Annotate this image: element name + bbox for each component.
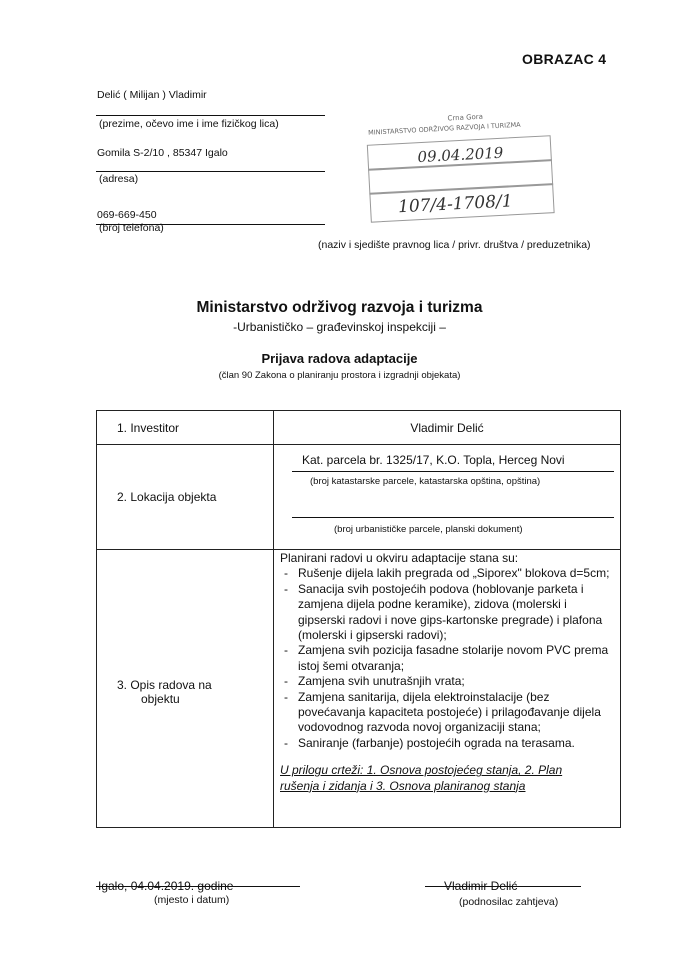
stamp-header: Crna Gora (447, 112, 484, 123)
ministry-title: Ministarstvo održivog razvoja i turizma (196, 299, 483, 316)
applicant-name: Delić ( Milijan ) Vladimir (97, 89, 207, 101)
place-date-strike (96, 886, 300, 887)
address-line (96, 171, 325, 172)
investor-value: Vladimir Delić (410, 420, 484, 435)
stamp-number: 107/4-1708/1 (397, 191, 514, 218)
legal-entity-caption: (naziv i sjedište pravnog lica / privr. društva / preduzetnika) (318, 239, 591, 251)
works-label-line1: 3. Opis radova na (117, 678, 212, 692)
table-row-location (97, 445, 621, 550)
name-caption: (prezime, očevo ime i ime fizičkog lica) (99, 118, 279, 130)
table-row-investor (97, 411, 621, 445)
list-item: - Sanacija svih postojećih podova (hoblovanje parketa i zamjena dijela podne keramike), zidova (molerski i gipserski radovi i nove gips-kartonske pregrade) i plafona (molerski i gipserski radovi); (280, 582, 614, 644)
stamp-ministry: MINISTARSTVO ODRŽIVOG RAZVOJA I TURIZMA (367, 120, 521, 137)
place-date: Igalo, 04.04.2019. godine (98, 879, 234, 893)
phone-caption: (broj telefona) (99, 222, 164, 234)
form-number: OBRAZAC 4 (522, 51, 607, 67)
parcel-line (292, 471, 614, 472)
investor-label: 1. Investitor (117, 420, 180, 435)
location-label: 2. Lokacija objekta (117, 490, 217, 504)
signature-line (425, 886, 581, 887)
works-label-line2: objektu (141, 692, 180, 706)
list-item: - Saniranje (farbanje) postojećih ograda na terasama. (280, 736, 614, 751)
table-row-works (97, 550, 621, 828)
attachments-line-1: U prilogu crteži: 1. Osnova postojećeg stanja, 2. Plan (280, 763, 563, 778)
parcel-value: Kat. parcela br. 1325/17, K.O. Topla, Herceg Novi (302, 453, 565, 467)
address-caption: (adresa) (99, 173, 139, 185)
name-line (96, 115, 325, 116)
attachments-line-2: rušenja i zidanja i 3. Osnova planiranog stanja (280, 778, 526, 793)
signer-caption: (podnosilac zahtjeva) (459, 896, 559, 908)
signer-name: Vladimir Delić (444, 879, 518, 893)
list-item: - Zamjena svih unutrašnjih vrata; (280, 674, 614, 689)
document-subtitle: (član 90 Zakona o planiranju prostora i izgradnji objekata) (218, 370, 461, 381)
attachments-note (280, 763, 614, 794)
urban-caption: (broj urbanističke parcele, planski dokument) (334, 524, 523, 535)
inspection-line: -Urbanističko – građevinskoj inspekciji – (233, 320, 446, 334)
list-item: - Zamjena sanitarija, dijela elektroinstalacije (bez povećavanja kapaciteta postojeće) i prilagođavanje dijela vodovodnog razvoda novoj organizaciji stana; (280, 690, 614, 736)
applicant-address: Gomila S-2/10 , 85347 Igalo (97, 147, 228, 159)
registry-stamp (359, 105, 559, 225)
works-intro: Planirani radovi u okviru adaptacije stana su: (280, 551, 519, 565)
urban-parcel-line (292, 517, 614, 518)
stamp-date: 09.04.2019 (417, 143, 504, 167)
application-table (96, 410, 621, 828)
parcel-caption: (broj katastarske parcele, katastarska opština, opština) (310, 476, 541, 487)
list-item: - Zamjena svih pozicija fasadne stolarije novom PVC prema istoj šemi otvaranja; (280, 643, 614, 674)
applicant-phone: 069-669-450 (97, 209, 157, 221)
document-title: Prijava radova adaptacije (261, 351, 418, 366)
works-list (280, 566, 614, 751)
place-date-caption: (mjesto i datum) (154, 894, 230, 906)
list-item: - Rušenje dijela lakih pregrada od „Siporex" blokova d=5cm; (280, 566, 614, 581)
